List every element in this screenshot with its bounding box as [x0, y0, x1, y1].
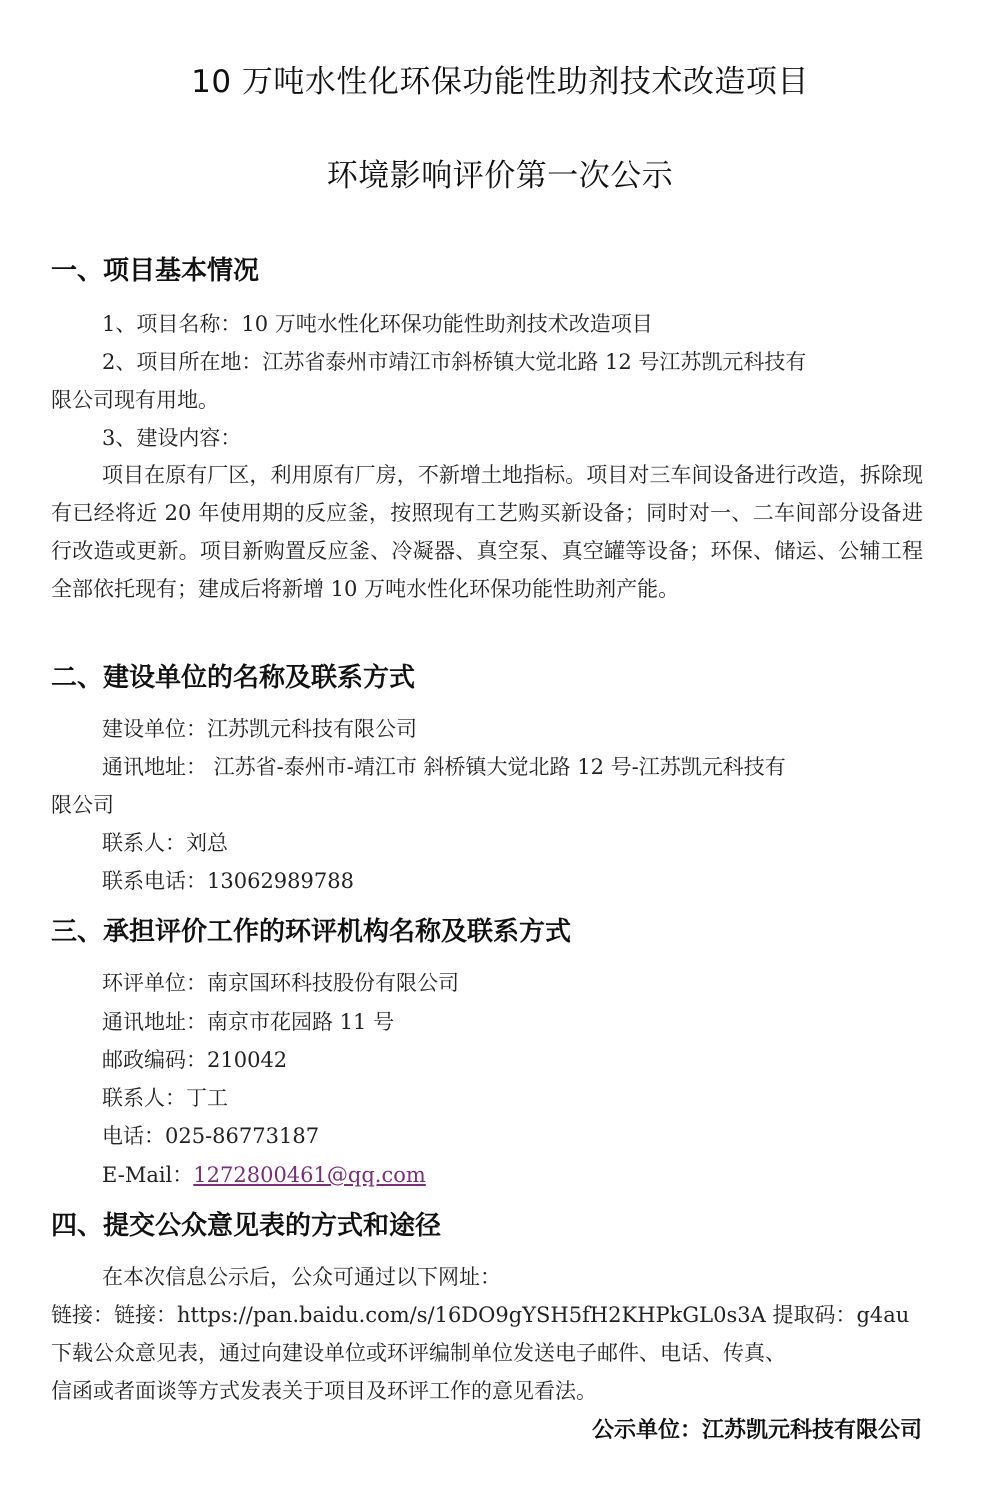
email-link[interactable]: 1272800461@qq.com [193, 1163, 426, 1187]
project-name: 1、项目名称：10 万吨水性化环保功能性助剂技术改造项目 [102, 312, 653, 336]
publisher-signature: 公示单位：江苏凯元科技有限公司 [591, 1418, 922, 1443]
project-location-line2: 限公司现有用地。 [51, 388, 219, 412]
eia-email-row [102, 1160, 426, 1190]
builder-address-line1: 通讯地址： 江苏省-泰州市-靖江市 斜桥镇大觉北路 12 号-江苏凯元科技有 [102, 755, 786, 779]
project-location-line1: 2、项目所在地：江苏省泰州市靖江市斜桥镇大觉北路 12 号江苏凯元科技有 [102, 350, 807, 374]
download-link-line[interactable]: 链接：链接：https://pan.baidu.com/s/16DO9gYSH5fH2KHPkGL0s3A 提取码：g4au [51, 1303, 910, 1327]
eia-address: 通讯地址：南京市花园路 11 号 [102, 1010, 395, 1034]
construction-content-label: 3、建设内容： [102, 426, 242, 450]
eia-phone: 电话：025-86773187 [102, 1124, 320, 1148]
submission-method-line2: 信函或者面谈等方式发表关于项目及环评工作的意见看法。 [51, 1379, 597, 1403]
section3-heading: 三、承担评价工作的环评机构名称及联系方式 [51, 917, 572, 947]
document-title: 10 万吨水性化环保功能性助剂技术改造项目 [191, 64, 809, 100]
eia-unit: 环评单位：南京国环科技股份有限公司 [102, 971, 459, 995]
section2-heading: 二、建设单位的名称及联系方式 [51, 663, 416, 693]
submission-method-line1: 下载公众意见表，通过向建设单位或环评编制单位发送电子邮件、电话、传真、 [51, 1341, 786, 1365]
construction-content-paragraph [51, 456, 923, 608]
section4-heading: 四、提交公众意见表的方式和途径 [51, 1211, 442, 1241]
eia-postcode: 邮政编码：210042 [102, 1048, 288, 1072]
document-subtitle: 环境影响评价第一次公示 [326, 158, 674, 194]
construction-content-text: 项目在原有厂区，利用原有厂房，不新增土地指标。项目对三车间设备进行改造，拆除现有已经将近 20 年使用期的反应釜，按照现有工艺购买新设备；同时对一、二车间部分设备进行改造或更新。项目新购置反应釜、冷凝器、真空泵、真空罐等设备；环保、储运、公辅工程全部依托现有；建成后将新增 10 万吨水性化环保功能性助剂产能。 [51, 463, 923, 601]
builder-unit: 建设单位：江苏凯元科技有限公司 [102, 717, 417, 741]
email-label: E-Mail： [102, 1163, 194, 1187]
builder-phone: 联系电话：13062989788 [102, 869, 354, 893]
submission-intro: 在本次信息公示后，公众可通过以下网址： [102, 1265, 501, 1289]
section1-heading: 一、项目基本情况 [51, 256, 260, 286]
eia-contact: 联系人：丁工 [102, 1086, 228, 1110]
builder-address-line2: 限公司 [51, 793, 114, 817]
builder-contact: 联系人：刘总 [102, 831, 228, 855]
